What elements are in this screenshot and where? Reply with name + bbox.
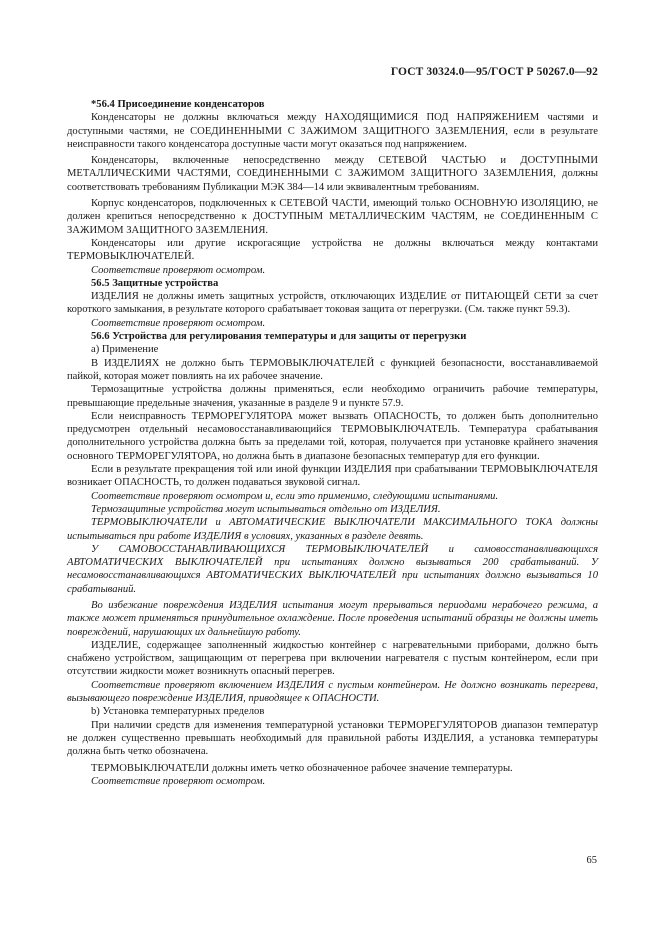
paragraph: ИЗДЕЛИЕ, содержащее заполненный жидкостью контейнер с нагревательными приборами, должно быть снабжено устройством, защищающим от перегрева при включении нагревателя с пустым контейнером, если при отсутствии жидкости может возникнуть опасный перегрев.	[67, 639, 598, 678]
section-heading: 56.6 Устройства для регулирования температуры и для защиты от перегрузки	[91, 331, 467, 343]
paragraph: Если в результате прекращения той или иной функции ИЗДЕЛИЯ при срабатывании ТЕРМОВЫКЛЮЧАТЕЛЯ возникает ОПАСНОСТЬ, то должен подаваться звуковой сигнал.	[67, 464, 598, 489]
paragraph: Термозащитные устройства могут испытываться отдельно от ИЗДЕЛИЯ.	[91, 503, 441, 515]
section-heading: 56.5 Защитные устройства	[91, 277, 219, 289]
paragraph: Соответствие проверяют осмотром и, если это применимо, следующими испытаниями.	[91, 490, 499, 502]
paragraph: Конденсаторы не должны включаться между НАХОДЯЩИМИСЯ ПОД НАПРЯЖЕНИЕМ частями и доступными частями, не СОЕДИНЕННЫМИ С ЗАЖИМОМ ЗАЩИТНОГО ЗАЗЕМЛЕНИЯ, если в результате неисправности такого конденсатора доступные части могут оказаться под напряжением.	[67, 112, 598, 150]
paragraph: Конденсаторы, включенные непосредственно между СЕТЕВОЙ ЧАСТЬЮ и ДОСТУПНЫМИ МЕТАЛЛИЧЕСКИМИ ЧАСТЯМИ, СОЕДИНЕННЫМИ С ЗАЖИМОМ ЗАЩИТНОГО ЗАЗЕМЛЕНИЯ, должны соответствовать требованиям Публикации МЭК 384—14 или эквивалентным требованиям.	[67, 155, 598, 193]
paragraph: ИЗДЕЛИЯ не должны иметь защитных устройств, отключающих ИЗДЕЛИЕ от ПИТАЮЩЕЙ СЕТИ за счет короткого замыкания, в результате которого срабатывает токовая защита от перегрузки. (См. также пункт 59.3).	[67, 291, 598, 316]
paragraph: В ИЗДЕЛИЯХ не должно быть ТЕРМОВЫКЛЮЧАТЕЛЕЙ с функцией безопасности, восстанавливаемой пайкой, которая может повлиять на их рабочее значение.	[67, 357, 598, 382]
paragraph: b) Установка температурных пределов	[91, 706, 265, 718]
paragraph: Во избежание повреждения ИЗДЕЛИЯ испытания могут прерываться периодами нерабочего режима, а также может применяться принудительное охлаждение. После проведения испытаний образцы не должны иметь повреждений, нарушающих их дальнейшую работу.	[67, 599, 598, 638]
paragraph: Если неисправность ТЕРМОРЕГУЛЯТОРА может вызвать ОПАСНОСТЬ, то должен быть дополнительно предусмотрен отдельный несамовосстанавливающийся ТЕРМОВЫКЛЮЧАТЕЛЬ. Температура срабатывания дополнительного устройства должна быть за пределами той, которая, получается при установке крайнего значения основного ТЕРМОРЕГУЛЯТОРА, но должна быть в диапазоне безопасных температур для его функции.	[67, 410, 598, 462]
paragraph: а) Применение	[91, 344, 159, 356]
paragraph: У САМОВОССТАНАВЛИВАЮЩИХСЯ ТЕРМОВЫКЛЮЧАТЕЛЕЙ и самовосстанавливающихся АВТОМАТИЧЕСКИХ ВЫКЛЮЧАТЕЛЕЙ при испытаниях должно вызываться 200 срабатываний. У несамовосстанавливающихся АВТОМАТИЧЕСКИХ ВЫКЛЮЧАТЕЛЕЙ при испытаниях должно вызываться 10 срабатываний.	[67, 543, 598, 595]
paragraph: Термозащитные устройства должны применяться, если необходимо ограничить рабочие температуры, превышающие предельные значения, указанные в разделе 9 и пункте 57.9.	[67, 384, 598, 409]
document-body	[67, 98, 598, 788]
page-number: 65	[586, 855, 597, 866]
page-header-standard-title: ГОСТ 30324.0—95/ГОСТ Р 50267.0—92	[390, 66, 598, 78]
paragraph: ТЕРМОВЫКЛЮЧАТЕЛИ и АВТОМАТИЧЕСКИЕ ВЫКЛЮЧАТЕЛИ МАКСИМАЛЬНОГО ТОКА должны испытываться при работе ИЗДЕЛИЯ в условиях, указанных в разделе девять.	[67, 517, 598, 542]
paragraph: Соответствие проверяют осмотром.	[91, 264, 266, 276]
paragraph: Соответствие проверяют включением ИЗДЕЛИЯ с пустым контейнером. Не должно возникать перегрева, вызывающего повреждение ИЗДЕЛИЯ, приводящее к ОПАСНОСТИ.	[67, 679, 598, 705]
paragraph: Конденсаторы или другие искрогасящие устройства не должны включаться между контактами ТЕРМОВЫКЛЮЧАТЕЛЕЙ.	[67, 237, 598, 263]
paragraph: Соответствие проверяют осмотром.	[91, 317, 266, 329]
paragraph: Соответствие проверяют осмотром.	[91, 775, 266, 787]
paragraph: Корпус конденсаторов, подключенных к СЕТЕВОЙ ЧАСТИ, имеющий только ОСНОВНУЮ ИЗОЛЯЦИЮ, не должен крепиться непосредственно к ДОСТУПНЫМ МЕТАЛЛИЧЕСКИМ ЧАСТЯМ, не СОЕДИНЕННЫМ С ЗАЖИМОМ ЗАЩИТНОГО ЗАЗЕМЛЕНИЯ.	[67, 198, 598, 236]
paragraph: При наличии средств для изменения температурной установки ТЕРМОРЕГУЛЯТОРОВ диапазон температур не должен существенно превышать необходимый для правильной работы ИЗДЕЛИЯ, а установка температуры должна быть четко обозначена.	[67, 719, 598, 758]
paragraph: ТЕРМОВЫКЛЮЧАТЕЛИ должны иметь четко обозначенное рабочее значение температуры.	[91, 762, 513, 774]
section-heading: *56.4 Присоединение конденсаторов	[91, 99, 265, 110]
